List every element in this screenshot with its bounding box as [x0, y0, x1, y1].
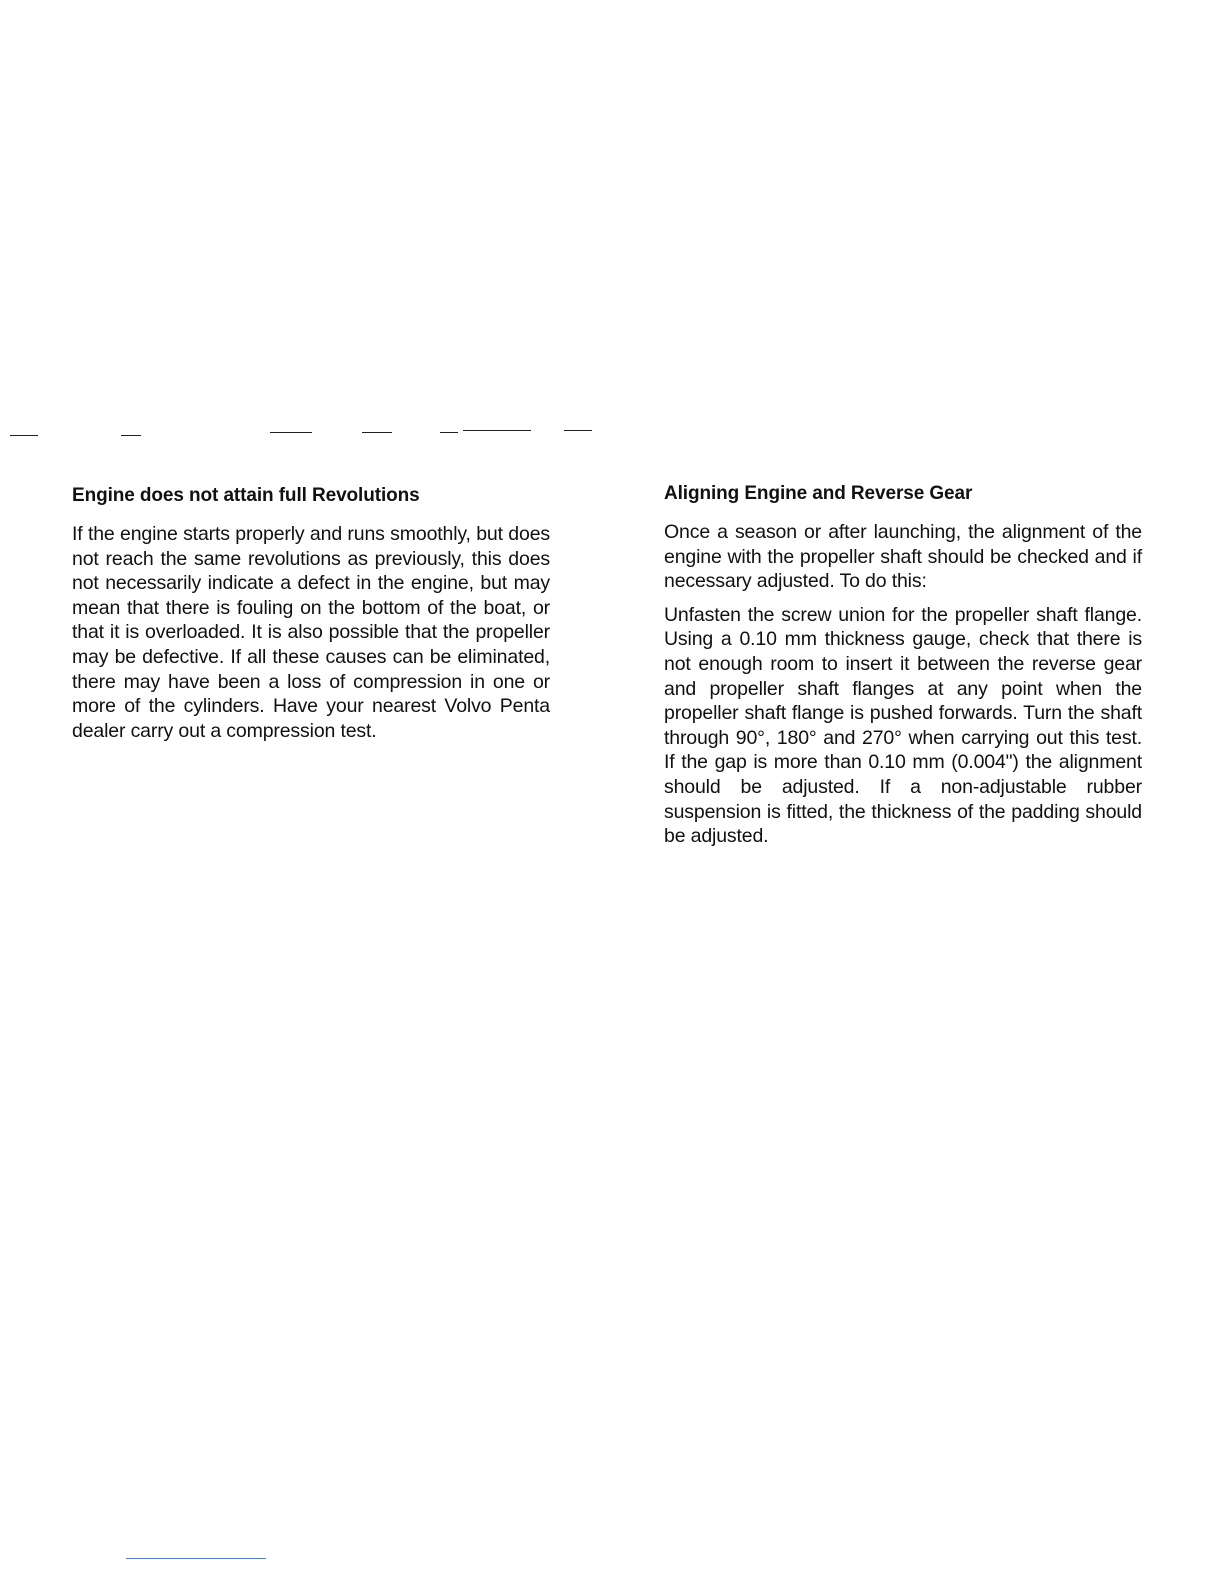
footer-divider	[126, 1558, 266, 1559]
divider-fragment	[270, 432, 312, 433]
section-paragraph: Unfasten the screw union for the propeller shaft flange. Using a 0.10 mm thickness gauge, check that there is not enough room to insert it between the reverse gear and propeller shaft flanges at any point when the propeller shaft flange is pushed forwards. Turn the shaft through 90°, 180° and 270° when carrying out this test. If the gap is more than 0.10 mm (0.004") the alignment should be adjusted. If a non-adjustable rubber suspension is fitted, the thickness of the padding should be adjusted.	[664, 603, 1142, 848]
section-paragraph: Once a season or after launching, the alignment of the engine with the propeller shaft should be checked and if necessary adjusted. To do this:	[664, 521, 1142, 593]
divider-fragment	[362, 432, 392, 433]
divider-fragment	[440, 432, 458, 433]
section-heading: Aligning Engine and Reverse Gear	[664, 483, 973, 504]
left-section	[72, 484, 550, 752]
section-paragraph: If the engine starts properly and runs smoothly, but does not reach the same revolutions as previously, this does not necessarily indicate a defect in the engine, but may mean that there is fouling on the bottom of the boat, or that it is overloaded. It is also possible that the propeller may be defective. If all these causes can be eliminated, there may have been a loss of compression in one or more of the cylinders. Have your nearest Volvo Penta dealer carry out a compression test.	[72, 523, 550, 742]
divider-fragment	[564, 430, 592, 431]
divider-fragment	[10, 435, 38, 436]
section-heading: Engine does not attain full Revolutions	[72, 485, 420, 506]
divider-fragment	[463, 430, 531, 431]
right-section	[664, 482, 1142, 858]
divider-fragment	[121, 435, 141, 436]
